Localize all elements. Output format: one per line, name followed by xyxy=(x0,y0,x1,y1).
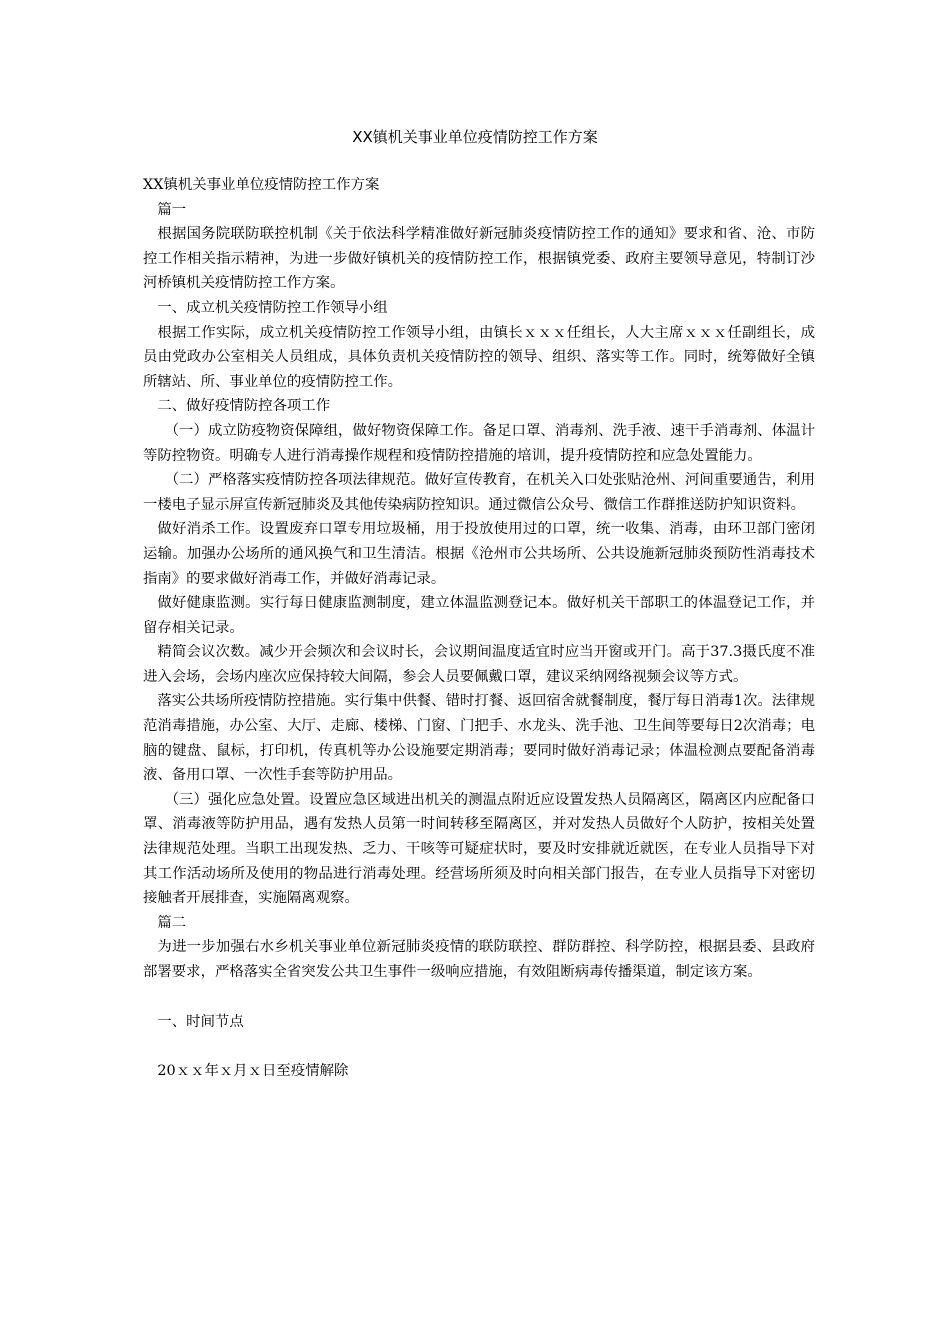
section-label-part2: 篇二 xyxy=(157,914,187,931)
paragraph: 20ｘｘ年ｘ月ｘ日至疫情解除 xyxy=(157,1063,349,1080)
body-heading: XX镇机关事业单位疫情防控工作方案 xyxy=(143,177,380,193)
paragraph: （一）成立防疫物资保障组，做好物资保障工作。备足口罩、消毒剂、洗手液、速干手消毒剂、体温计等防控物资。明确专人进行消毒操作规程和疫情防控措施的培训，提升疫情防控和应急处置能力。 xyxy=(143,422,815,464)
paragraph: 为进一步加强右水乡机关事业单位新冠肺炎疫情的联防联控、群防群控、科学防控，根据县委、县政府部署要求，严格落实全省突发公共卫生事件一级响应措施，有效阻断病毒传播渠道，制定该方案。 xyxy=(143,939,815,980)
section-heading: 二、做好疫情防控各项工作 xyxy=(157,398,331,415)
paragraph: 做好健康监测。实行每日健康监测制度，建立体温监测登记本。做好机关干部职工的体温登记工作，并留存相关记录。 xyxy=(143,595,815,636)
section-label-part1: 篇一 xyxy=(157,201,187,218)
paragraph: 做好消杀工作。设置废弃口罩专用垃圾桶，用于投放使用过的口罩，统一收集、消毒，由环卫部门密闭运输。加强办公场所的通风换气和卫生清洁。根据《沧州市公共场所、公共设施新冠肺炎预防性消毒技术指南》的要求做好消毒工作，并做好消毒记录。 xyxy=(143,521,815,587)
document-body xyxy=(143,173,815,1084)
paragraph: （二）严格落实疫情防控各项法律规范。做好宣传教育，在机关入口处张贴沧州、河间重要通告，利用一楼电子显示屏宣传新冠肺炎及其他传染病防控知识。通过微信公众号、微信工作群推送防护知识资料。 xyxy=(143,472,815,513)
paragraph: 精简会议次数。减少开会频次和会议时长，会议期间温度适宜时应当开窗或开门。高于37.3摄氏度不准进入会场，会场内座次应保持较大间隔，参会人员要佩戴口罩，建议采纳网络视频会议等方式。 xyxy=(143,644,815,685)
section-heading: 一、成立机关疫情防控工作领导小组 xyxy=(157,299,388,316)
section-heading: 一、时间节点 xyxy=(157,1013,244,1030)
paragraph: 根据工作实际，成立机关疫情防控工作领导小组，由镇长ｘｘｘ任组长，人大主席ｘｘｘ任副组长，成员由党政办公室相关人员组成，具体负责机关疫情防控的领导、组织、落实等工作。同时，统筹做好全镇所辖站、所、事业单位的疫情防控工作。 xyxy=(143,324,815,390)
document-title: XX镇机关事业单位疫情防控工作方案 xyxy=(352,128,598,146)
paragraph: （三）强化应急处置。设置应急区域进出机关的测温点附近应设置发热人员隔离区，隔离区内应配备口罩、消毒液等防护用品，遇有发热人员第一时间转移至隔离区，并对发热人员做好个人防护，按相关处置法律规范处理。当职工出现发热、乏力、干咳等可疑症状时，要及时安排就近就医，在专业人员指导下对其工作活动场所及使用的物品进行消毒处理。经营场所须及时向相关部门报告，在专业人员指导下对密切接触者开展排查，实施隔离观察。 xyxy=(143,791,815,907)
paragraph: 根据国务院联防联控机制《关于依法科学精准做好新冠肺炎疫情防控工作的通知》要求和省、沧、市防控工作相关指示精神，为进一步做好镇机关的疫情防控工作，根据镇党委、政府主要领导意见，特制订沙河桥镇机关疫情防控工作方案。 xyxy=(143,226,815,292)
paragraph: 落实公共场所疫情防控措施。实行集中供餐、错时打餐、返回宿舍就餐制度，餐厅每日消毒1次。法律规范消毒措施，办公室、大厅、走廊、楼梯、门窗、门把手、水龙头、洗手池、卫生间等要每日2次消毒；电脑的键盘、鼠标，打印机，传真机等办公设施要定期消毒；要同时做好消毒记录；体温检测点要配备消毒液、备用口罩、一次性手套等防护用品。 xyxy=(143,693,815,784)
